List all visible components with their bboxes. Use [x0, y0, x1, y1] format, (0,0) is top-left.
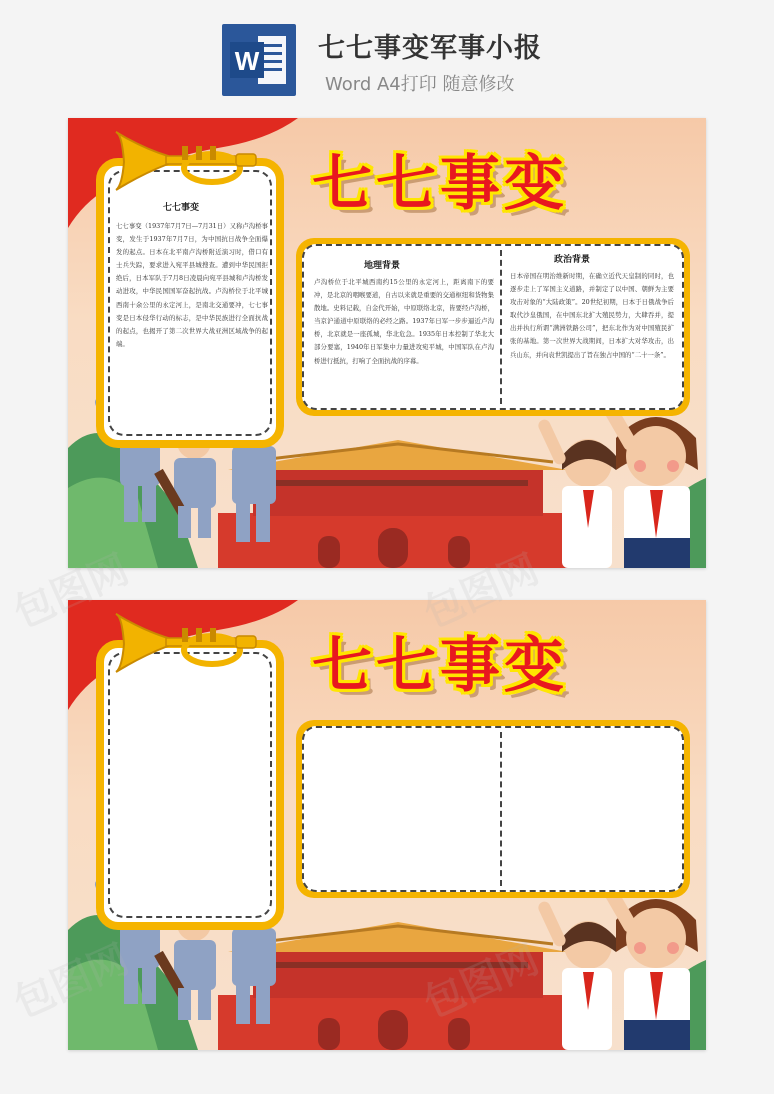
- poster-preview-filled: [68, 118, 706, 568]
- left-section-title: 七七事变: [163, 203, 200, 213]
- watermark: 包图网: [7, 546, 136, 638]
- middle-section-text: 卢沟桥位于北平城西南约15公里的永定河上，距离南下的要冲，是北京的咽喉要道，自古以来就是重要的交通枢纽和货物集散地。史料记载，自金代开始，中原联络北京，皆要经卢沟桥，当京沪通道中原联络的必经之路。1937年日军一步步逼近卢沟桥，北京就是一座孤城，华北危急。1935年日本控制了华北大部分要塞，1940年日军集中力量进攻宛平城，中国军队在卢沟桥进行抵抗，打响了全面抗战的序幕。: [314, 278, 494, 365]
- trumpet-icon: [112, 124, 262, 194]
- poster-banner-title: 七七事变: [312, 149, 568, 219]
- document-subtitle: Word A4打印 随意修改: [325, 74, 515, 95]
- document-title: 七七事变军事小报: [318, 33, 542, 64]
- watermark: 包图网: [417, 546, 546, 638]
- panel-divider: [500, 250, 502, 404]
- panel-divider: [500, 732, 502, 886]
- right-text-panel-empty: [296, 720, 690, 898]
- middle-section-title: 地理背景: [364, 261, 401, 271]
- student-illustration-2: [602, 403, 698, 568]
- student-illustration-2: [602, 885, 698, 1050]
- poster-banner-title: 七七事变: [312, 631, 568, 701]
- left-section-text: 七七事变（1937年7月7日—7月31日）又称卢沟桥事变，发生于1937年7月7日，为中国抗日战争全面爆发的起点。日本在北平南卢沟桥附近演习时，借口有士兵失踪，要求进入宛平县城搜查。遭到中华民国拒绝后，日本军队于7月8日凌晨向宛平县城和卢沟桥发动进攻，中华民国国军奋起抗战。卢沟桥位于北平城西南十余公里的永定河上，是南北交通要冲，七七事变是日本侵华行动的标志，是中华民族进行全面抗战的起点，也揭开了第二次世界大战亚洲区域战争的起端。: [116, 222, 268, 348]
- right-section-title: 政治背景: [554, 255, 591, 265]
- page-header: [0, 0, 774, 108]
- word-doc-icon: [222, 24, 296, 96]
- left-text-panel-empty: [96, 640, 284, 930]
- right-section-text: 日本帝国在明治维新时期，在确立近代天皇制的同时，也逐步走上了军国主义道路，并制定了以中国、朝鲜为主要攻击对象的“大陆政策”。20世纪初期，日本于日俄战争后取代沙皇俄国，在中国东北扩大殖民势力，大肆吞并，提出并执行所谓“满洲铁路公司”，把东北作为对中国殖民扩张的基地。第一次世界大战期间，日本扩大对华攻击，出兵山东，并向袁世凯提出了旨在独占中国的“二十一条”。: [510, 272, 674, 359]
- trumpet-icon: [112, 606, 262, 676]
- svg-text:W: W: [234, 46, 260, 76]
- poster-preview-blank: [68, 600, 706, 1050]
